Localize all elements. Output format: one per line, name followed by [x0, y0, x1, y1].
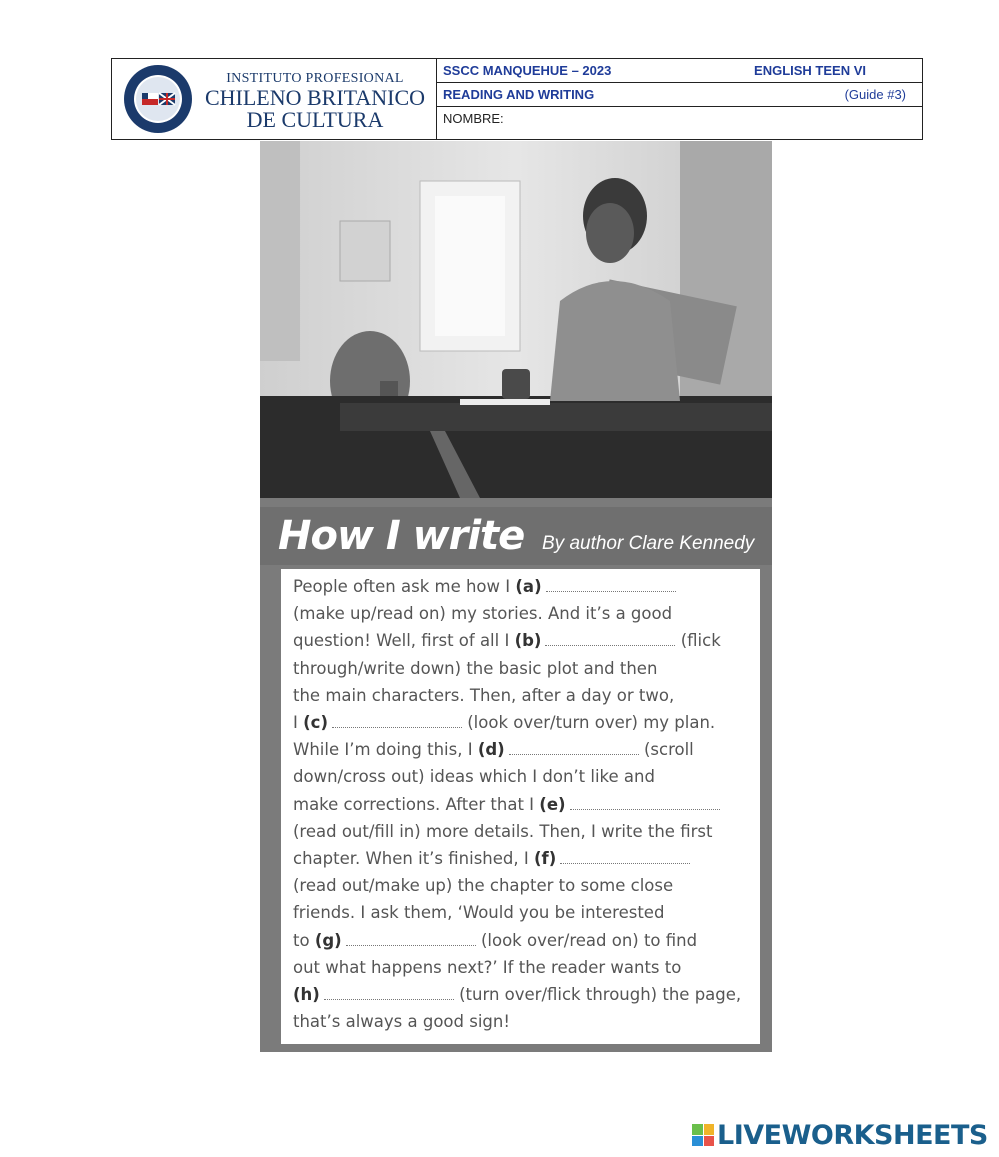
article-line: [293, 577, 676, 596]
answer-blank[interactable]: [570, 797, 720, 810]
liveworksheets-brand: LIVEWORKSHEETS: [717, 1119, 988, 1151]
article-line: [293, 1012, 510, 1031]
liveworksheets-icon: [692, 1124, 714, 1146]
line-text: to: [293, 930, 315, 950]
article-line: [293, 876, 673, 895]
reading-card: [260, 141, 772, 1052]
article-line: [293, 713, 715, 732]
line-text: (look over/turn over) my plan.: [462, 713, 716, 732]
line-text: (make up/read on) my stories. And it’s a good: [293, 604, 673, 624]
article-title: How I write: [278, 513, 525, 559]
article-line: [293, 931, 697, 950]
course-info: [437, 59, 922, 139]
answer-blank[interactable]: [346, 933, 476, 946]
line-text: make corrections. After that I: [293, 794, 540, 814]
article-byline: By author Clare Kennedy: [542, 533, 755, 554]
logo-tile: [704, 1124, 715, 1135]
line-text: (turn over/flick through) the page,: [453, 985, 742, 1004]
article-line: [293, 767, 655, 786]
line-text: While I’m doing this, I: [293, 740, 478, 760]
line-text: People often ask me how I: [293, 577, 516, 596]
article-line: [293, 985, 741, 1004]
title-band: [260, 507, 772, 565]
line-text: through/write down) the basic plot and then: [293, 658, 658, 678]
school-label: SSCC MANQUEHUE – 2023: [443, 63, 612, 78]
line-text: that’s always a good sign!: [293, 1012, 510, 1032]
line-text: (read out/fill in) more details. Then, I write the first: [293, 821, 713, 841]
answer-blank[interactable]: [332, 715, 462, 728]
line-text: the main characters. Then, after a day or two,: [293, 685, 675, 705]
gap-label: (d): [477, 740, 505, 760]
gap-label: (a): [515, 577, 542, 596]
article-line: [293, 849, 690, 868]
line-text: out what happens next?’ If the reader wants to: [293, 957, 682, 977]
article-line: [293, 958, 681, 977]
answer-blank[interactable]: [545, 633, 675, 646]
logo-tile: [704, 1136, 715, 1147]
institute-name: [200, 71, 430, 131]
header-row-school: [437, 59, 922, 83]
article-line: [293, 903, 664, 922]
institute-line3: DE CULTURA: [246, 107, 384, 132]
line-text: I: [293, 713, 304, 732]
course-label: ENGLISH TEEN VI: [754, 63, 866, 78]
article-line: [293, 795, 720, 814]
logo-tile: [692, 1136, 703, 1147]
liveworksheets-logo: [692, 1117, 988, 1153]
answer-blank[interactable]: [546, 579, 676, 592]
gap-label: (h): [293, 985, 320, 1004]
article-line: [293, 740, 694, 759]
line-text: (read out/make up) the chapter to some close: [293, 876, 674, 896]
line-text: (look over/read on) to find: [475, 930, 698, 950]
answer-blank[interactable]: [509, 742, 639, 755]
institute-seal-logo: [122, 63, 194, 135]
line-text: down/cross out) ideas which I don’t like and: [293, 767, 655, 787]
answer-blank[interactable]: [560, 851, 690, 864]
gap-label: (c): [303, 713, 328, 732]
article-line: [293, 604, 672, 623]
line-text: (flick: [675, 631, 721, 651]
article-text-box: [281, 569, 760, 1044]
article-line: [293, 631, 721, 650]
institute-line2: CHILENO BRITANICO: [204, 85, 426, 110]
guide-label: (Guide #3): [844, 87, 906, 102]
gap-label: (g): [314, 930, 342, 950]
line-text: question! Well, first of all I: [293, 631, 515, 651]
institute-block: [112, 59, 437, 139]
answer-blank[interactable]: [324, 987, 454, 1000]
worksheet-header: [111, 58, 923, 140]
header-row-name: [437, 107, 922, 139]
woman-writing-photo: [260, 141, 772, 498]
gap-label: (b): [514, 631, 542, 651]
article-line: [293, 659, 657, 678]
article-line: [293, 686, 674, 705]
logo-tile: [692, 1124, 703, 1135]
gap-label: (f): [533, 849, 557, 868]
institute-line1: INSTITUTO PROFESIONAL: [226, 71, 404, 86]
skill-label: READING AND WRITING: [443, 87, 595, 102]
header-row-skill: [437, 83, 922, 107]
name-label: NOMBRE:: [443, 111, 504, 126]
article-line: [293, 822, 712, 841]
line-text: (scroll: [638, 740, 694, 760]
gap-label: (e): [539, 794, 566, 814]
line-text: chapter. When it’s finished, I: [293, 849, 534, 868]
line-text: friends. I ask them, ‘Would you be interested: [293, 903, 665, 923]
